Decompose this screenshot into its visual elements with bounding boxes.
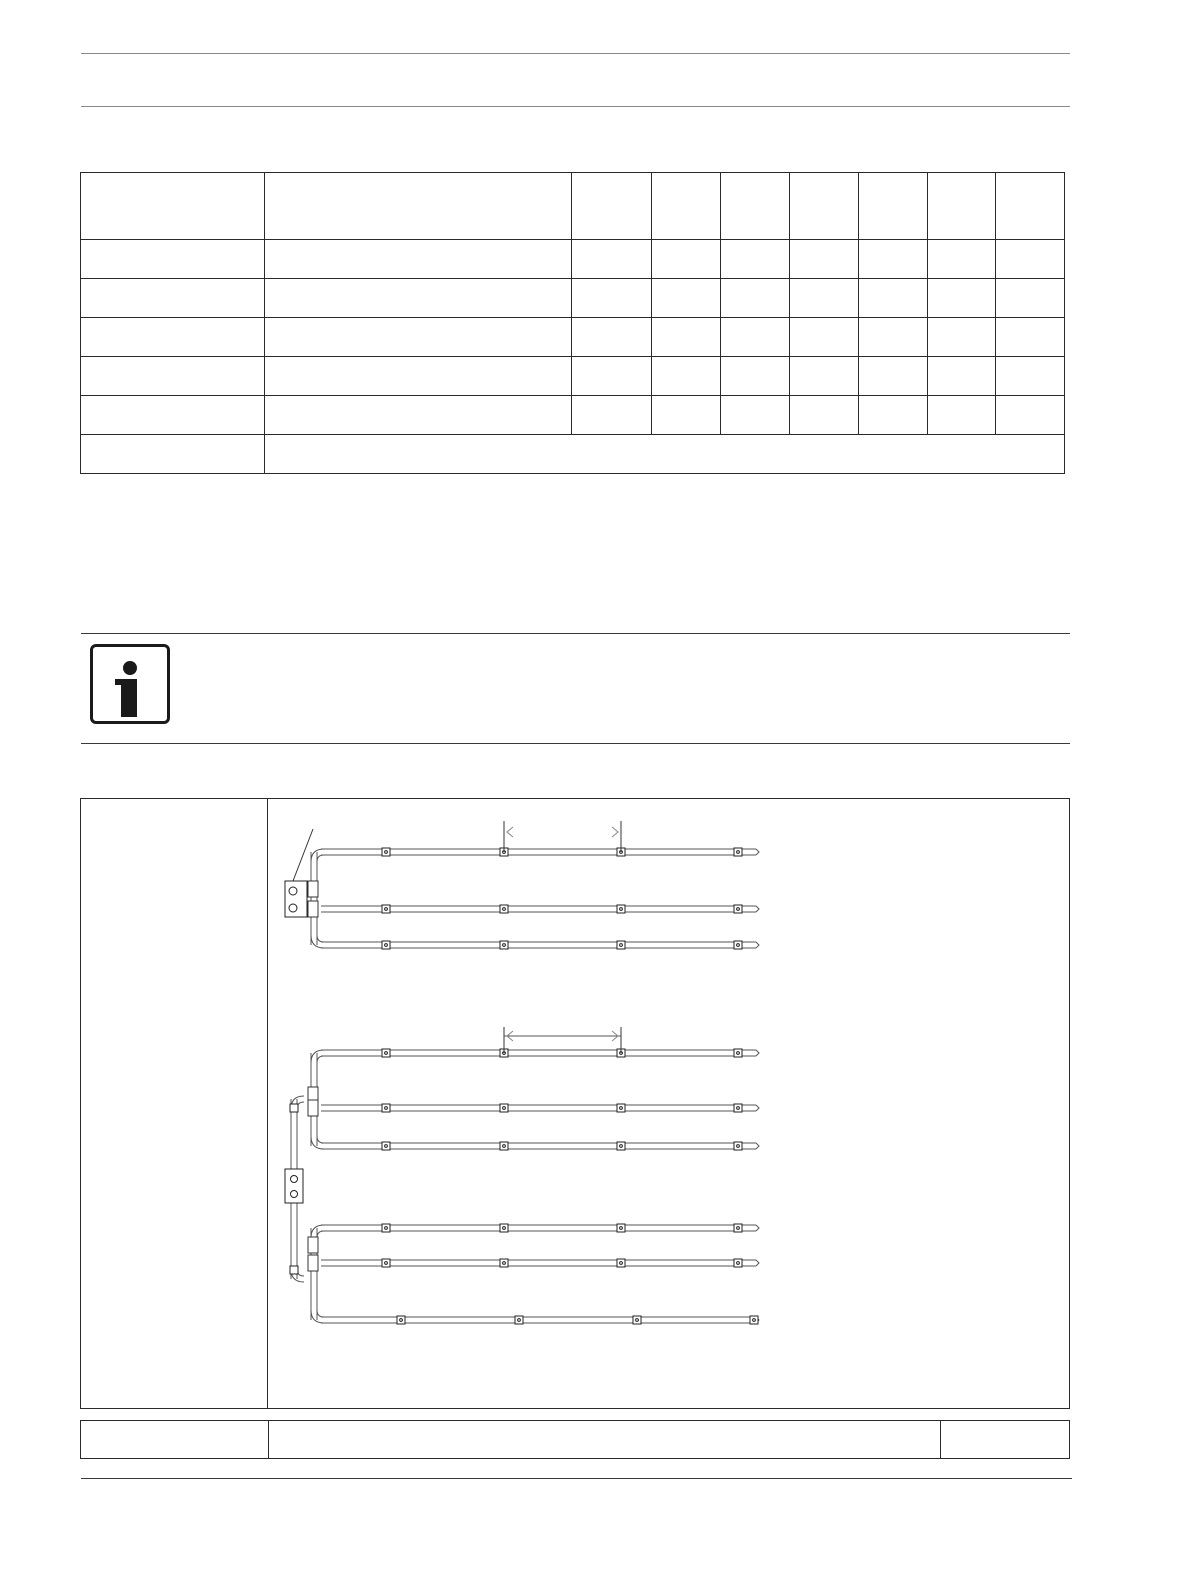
table-cell bbox=[790, 240, 859, 279]
sampling-hole-marker bbox=[500, 941, 508, 949]
table-cell bbox=[572, 318, 652, 357]
table-cell bbox=[652, 279, 721, 318]
table-cell bbox=[652, 396, 721, 435]
header-bottom-rule bbox=[81, 106, 1070, 107]
info-icon-stem bbox=[121, 679, 137, 717]
sampling-hole-marker bbox=[617, 1224, 625, 1232]
caption-divider bbox=[268, 1421, 269, 1458]
table-row bbox=[81, 240, 1065, 279]
table-row bbox=[81, 357, 1065, 396]
table-cell-merged bbox=[265, 435, 1065, 474]
table-cell bbox=[265, 357, 572, 396]
table-cell bbox=[859, 357, 928, 396]
pipe-system-figure bbox=[80, 798, 1070, 1409]
table-row bbox=[81, 396, 1065, 435]
end-cap-icon bbox=[756, 1105, 759, 1111]
notice-top-rule bbox=[81, 633, 1070, 634]
table-cell bbox=[81, 240, 265, 279]
sampling-hole-marker bbox=[382, 1224, 390, 1232]
pipe-tee bbox=[308, 1237, 318, 1253]
end-cap-icon bbox=[756, 906, 759, 912]
figure-caption-table bbox=[80, 1420, 1070, 1459]
table-cell bbox=[996, 357, 1065, 396]
end-cap-icon bbox=[756, 1260, 759, 1266]
table-cell bbox=[996, 396, 1065, 435]
table-cell bbox=[859, 173, 928, 240]
sampling-hole-marker bbox=[500, 1259, 508, 1267]
table-header-row bbox=[81, 173, 1065, 240]
sampling-hole-marker bbox=[734, 1104, 742, 1112]
table-cell bbox=[859, 240, 928, 279]
sampling-hole-marker bbox=[500, 905, 508, 913]
sampling-hole-marker bbox=[382, 1259, 390, 1267]
caption-divider bbox=[940, 1421, 941, 1458]
table-cell bbox=[572, 240, 652, 279]
sampling-hole-marker bbox=[397, 1316, 405, 1324]
table-cell bbox=[928, 357, 996, 396]
pipe-elbow bbox=[317, 935, 324, 942]
sampling-hole-marker bbox=[734, 941, 742, 949]
sampling-hole-marker bbox=[617, 1104, 625, 1112]
table-cell bbox=[859, 318, 928, 357]
leader-line bbox=[293, 829, 313, 881]
table-cell bbox=[790, 396, 859, 435]
table-cell bbox=[859, 279, 928, 318]
table-cell bbox=[81, 357, 265, 396]
info-icon-dot bbox=[123, 661, 137, 675]
info-icon bbox=[90, 644, 170, 724]
end-cap-icon bbox=[756, 849, 759, 855]
table-cell bbox=[572, 396, 652, 435]
table-cell bbox=[928, 396, 996, 435]
sampling-hole-marker bbox=[382, 1104, 390, 1112]
table-cell bbox=[721, 240, 790, 279]
pipe-fitting bbox=[290, 1266, 298, 1274]
table-cell bbox=[721, 318, 790, 357]
specification-table bbox=[80, 172, 1065, 474]
table-cell bbox=[790, 279, 859, 318]
table-cell bbox=[652, 240, 721, 279]
sampling-hole-marker bbox=[500, 1224, 508, 1232]
pipe-elbow bbox=[317, 855, 324, 862]
table-cell bbox=[928, 279, 996, 318]
sampling-hole-marker bbox=[382, 941, 390, 949]
sampling-hole-marker bbox=[515, 1316, 523, 1324]
pipe-fitting bbox=[290, 1104, 298, 1112]
pipe-elbow bbox=[317, 1310, 324, 1317]
pipe-tee bbox=[308, 1255, 318, 1271]
table-cell bbox=[790, 173, 859, 240]
table-cell bbox=[652, 318, 721, 357]
table-cell bbox=[81, 435, 265, 474]
table-cell bbox=[790, 318, 859, 357]
table-cell bbox=[81, 396, 265, 435]
table-cell bbox=[265, 279, 572, 318]
table-cell bbox=[721, 357, 790, 396]
table-cell bbox=[81, 279, 265, 318]
table-row-merged bbox=[81, 435, 1065, 474]
end-cap-icon bbox=[756, 942, 759, 948]
pipe-elbow bbox=[317, 1136, 324, 1143]
table-cell bbox=[265, 396, 572, 435]
sampling-hole-marker bbox=[382, 1142, 390, 1150]
sampling-hole-marker bbox=[617, 1142, 625, 1150]
table-cell bbox=[652, 357, 721, 396]
table-row bbox=[81, 279, 1065, 318]
pipe-tee bbox=[308, 901, 318, 917]
sampling-hole-marker bbox=[734, 1259, 742, 1267]
table-cell bbox=[928, 173, 996, 240]
table-cell bbox=[265, 318, 572, 357]
table-cell bbox=[572, 173, 652, 240]
aspirating-detector-icon bbox=[285, 881, 307, 917]
pipe-elbow bbox=[317, 1056, 324, 1063]
sampling-hole-marker bbox=[382, 905, 390, 913]
sampling-hole-marker bbox=[734, 1224, 742, 1232]
table-cell bbox=[996, 279, 1065, 318]
table-cell bbox=[928, 240, 996, 279]
pipe-tee bbox=[308, 881, 318, 897]
sampling-hole-marker bbox=[633, 1316, 641, 1324]
table-cell bbox=[996, 173, 1065, 240]
table-cell bbox=[265, 173, 572, 240]
end-cap-icon bbox=[756, 1225, 759, 1231]
table-cell bbox=[652, 173, 721, 240]
table-cell bbox=[996, 240, 1065, 279]
sampling-hole-marker bbox=[500, 1104, 508, 1112]
table-cell bbox=[721, 279, 790, 318]
table-cell bbox=[81, 318, 265, 357]
dimension-arrow-icon bbox=[507, 827, 513, 837]
table-cell bbox=[790, 357, 859, 396]
table-cell bbox=[859, 396, 928, 435]
sampling-hole-marker bbox=[500, 1142, 508, 1150]
table-cell bbox=[928, 318, 996, 357]
sampling-hole-marker bbox=[750, 1316, 758, 1324]
table-cell bbox=[81, 173, 265, 240]
pipe-tee bbox=[308, 1100, 318, 1116]
sampling-hole-marker bbox=[734, 1049, 742, 1057]
sampling-hole-marker bbox=[617, 905, 625, 913]
header-top-rule bbox=[81, 53, 1070, 54]
table-cell bbox=[572, 357, 652, 396]
sampling-hole-marker bbox=[734, 848, 742, 856]
table-cell bbox=[721, 173, 790, 240]
table-cell bbox=[265, 240, 572, 279]
sampling-hole-marker bbox=[382, 848, 390, 856]
sampling-hole-marker bbox=[734, 905, 742, 913]
sampling-hole-marker bbox=[617, 941, 625, 949]
end-cap-icon bbox=[756, 1050, 759, 1056]
notice-bottom-rule bbox=[81, 743, 1070, 744]
dimension-arrow-icon bbox=[612, 827, 618, 837]
end-cap-icon bbox=[756, 1143, 759, 1149]
table-row bbox=[81, 318, 1065, 357]
sampling-hole-marker bbox=[382, 1049, 390, 1057]
sampling-hole-marker bbox=[617, 1259, 625, 1267]
footer-rule bbox=[81, 1478, 1072, 1479]
table-cell bbox=[996, 318, 1065, 357]
table-cell bbox=[721, 396, 790, 435]
pipe-system-diagram bbox=[81, 799, 1069, 1408]
table-cell bbox=[572, 279, 652, 318]
sampling-hole-marker bbox=[734, 1142, 742, 1150]
